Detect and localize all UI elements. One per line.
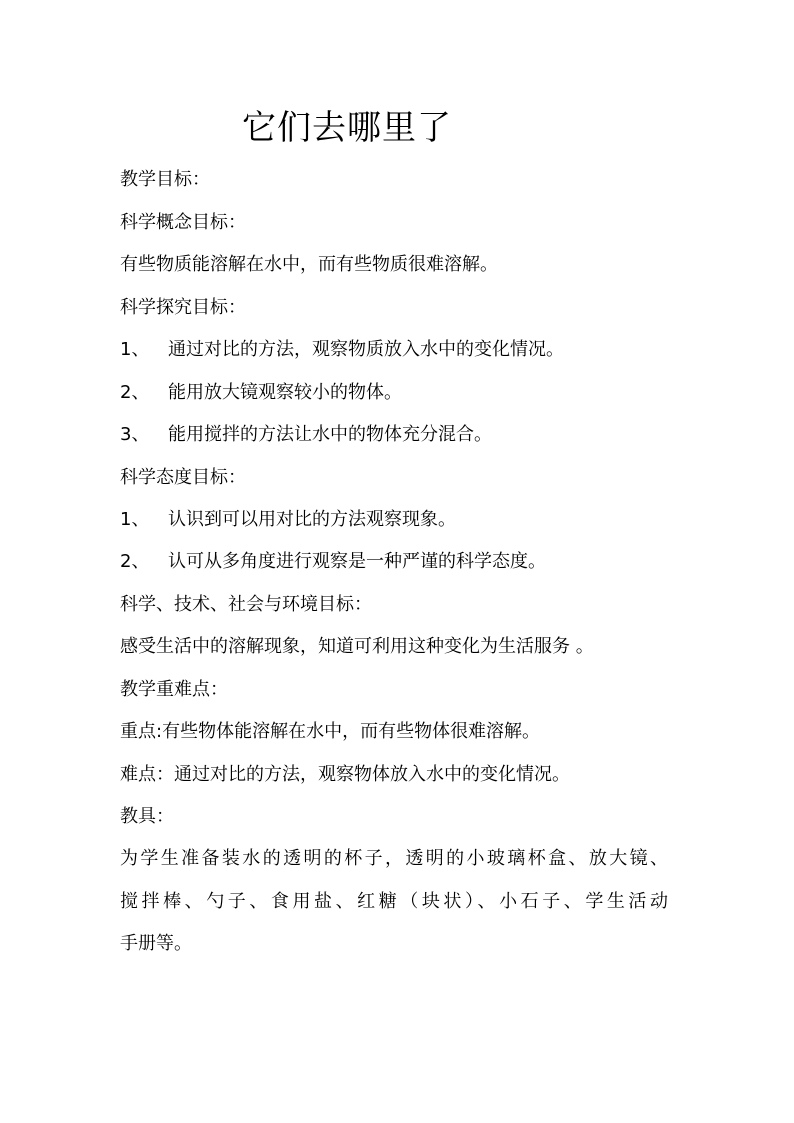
list-text: 能用搅拌的方法让水中的物体充分混合。 (168, 424, 492, 445)
list-number: 3、 (120, 424, 150, 445)
key-point-text: 重点:有些物体能溶解在水中，而有些物体很难溶解。 (120, 721, 541, 742)
heading-inquiry-goals: 科学探究目标： (120, 297, 246, 318)
heading-concept-goals: 科学概念目标： (120, 212, 246, 233)
concept-text: 有些物质能溶解在水中，而有些物质很难溶解。 (120, 254, 498, 275)
heading-materials: 教具： (120, 806, 174, 827)
list-text: 认识到可以用对比的方法观察现象。 (168, 509, 456, 530)
heading-stse-goals: 科学、技术、社会与环境目标： (120, 594, 372, 615)
inquiry-item-2 (120, 380, 402, 406)
stse-text: 感受生活中的溶解现象，知道可利用这种变化为生活服务 。 (120, 636, 594, 657)
difficult-point-text: 难点：通过对比的方法，观察物体放入水中的变化情况。 (120, 764, 570, 785)
page-title: 它们去哪里了 (242, 108, 452, 148)
list-number: 1、 (120, 509, 150, 530)
heading-key-points: 教学重难点： (120, 679, 228, 700)
list-number: 2、 (120, 551, 150, 572)
heading-teaching-goals: 教学目标： (120, 169, 210, 190)
list-number: 2、 (120, 382, 150, 403)
inquiry-item-3 (120, 422, 492, 448)
materials-line-1: 为学生准备装水的透明的杯子，透明的小玻璃杯盒、放大镜、 (120, 848, 668, 869)
attitude-item-2 (120, 549, 546, 575)
inquiry-item-1 (120, 337, 564, 363)
materials-line-2: 搅拌棒、勺子、食用盐、红糖（块状）、小石子、学生活动 (120, 891, 668, 912)
list-number: 1、 (120, 339, 150, 360)
attitude-item-1 (120, 507, 456, 533)
list-text: 认可从多角度进行观察是一种严谨的科学态度。 (168, 551, 546, 572)
list-text: 通过对比的方法，观察物质放入水中的变化情况。 (168, 339, 564, 360)
heading-attitude-goals: 科学态度目标： (120, 467, 246, 488)
materials-line-3: 手册等。 (120, 933, 192, 954)
list-text: 能用放大镜观察较小的物体。 (168, 382, 402, 403)
